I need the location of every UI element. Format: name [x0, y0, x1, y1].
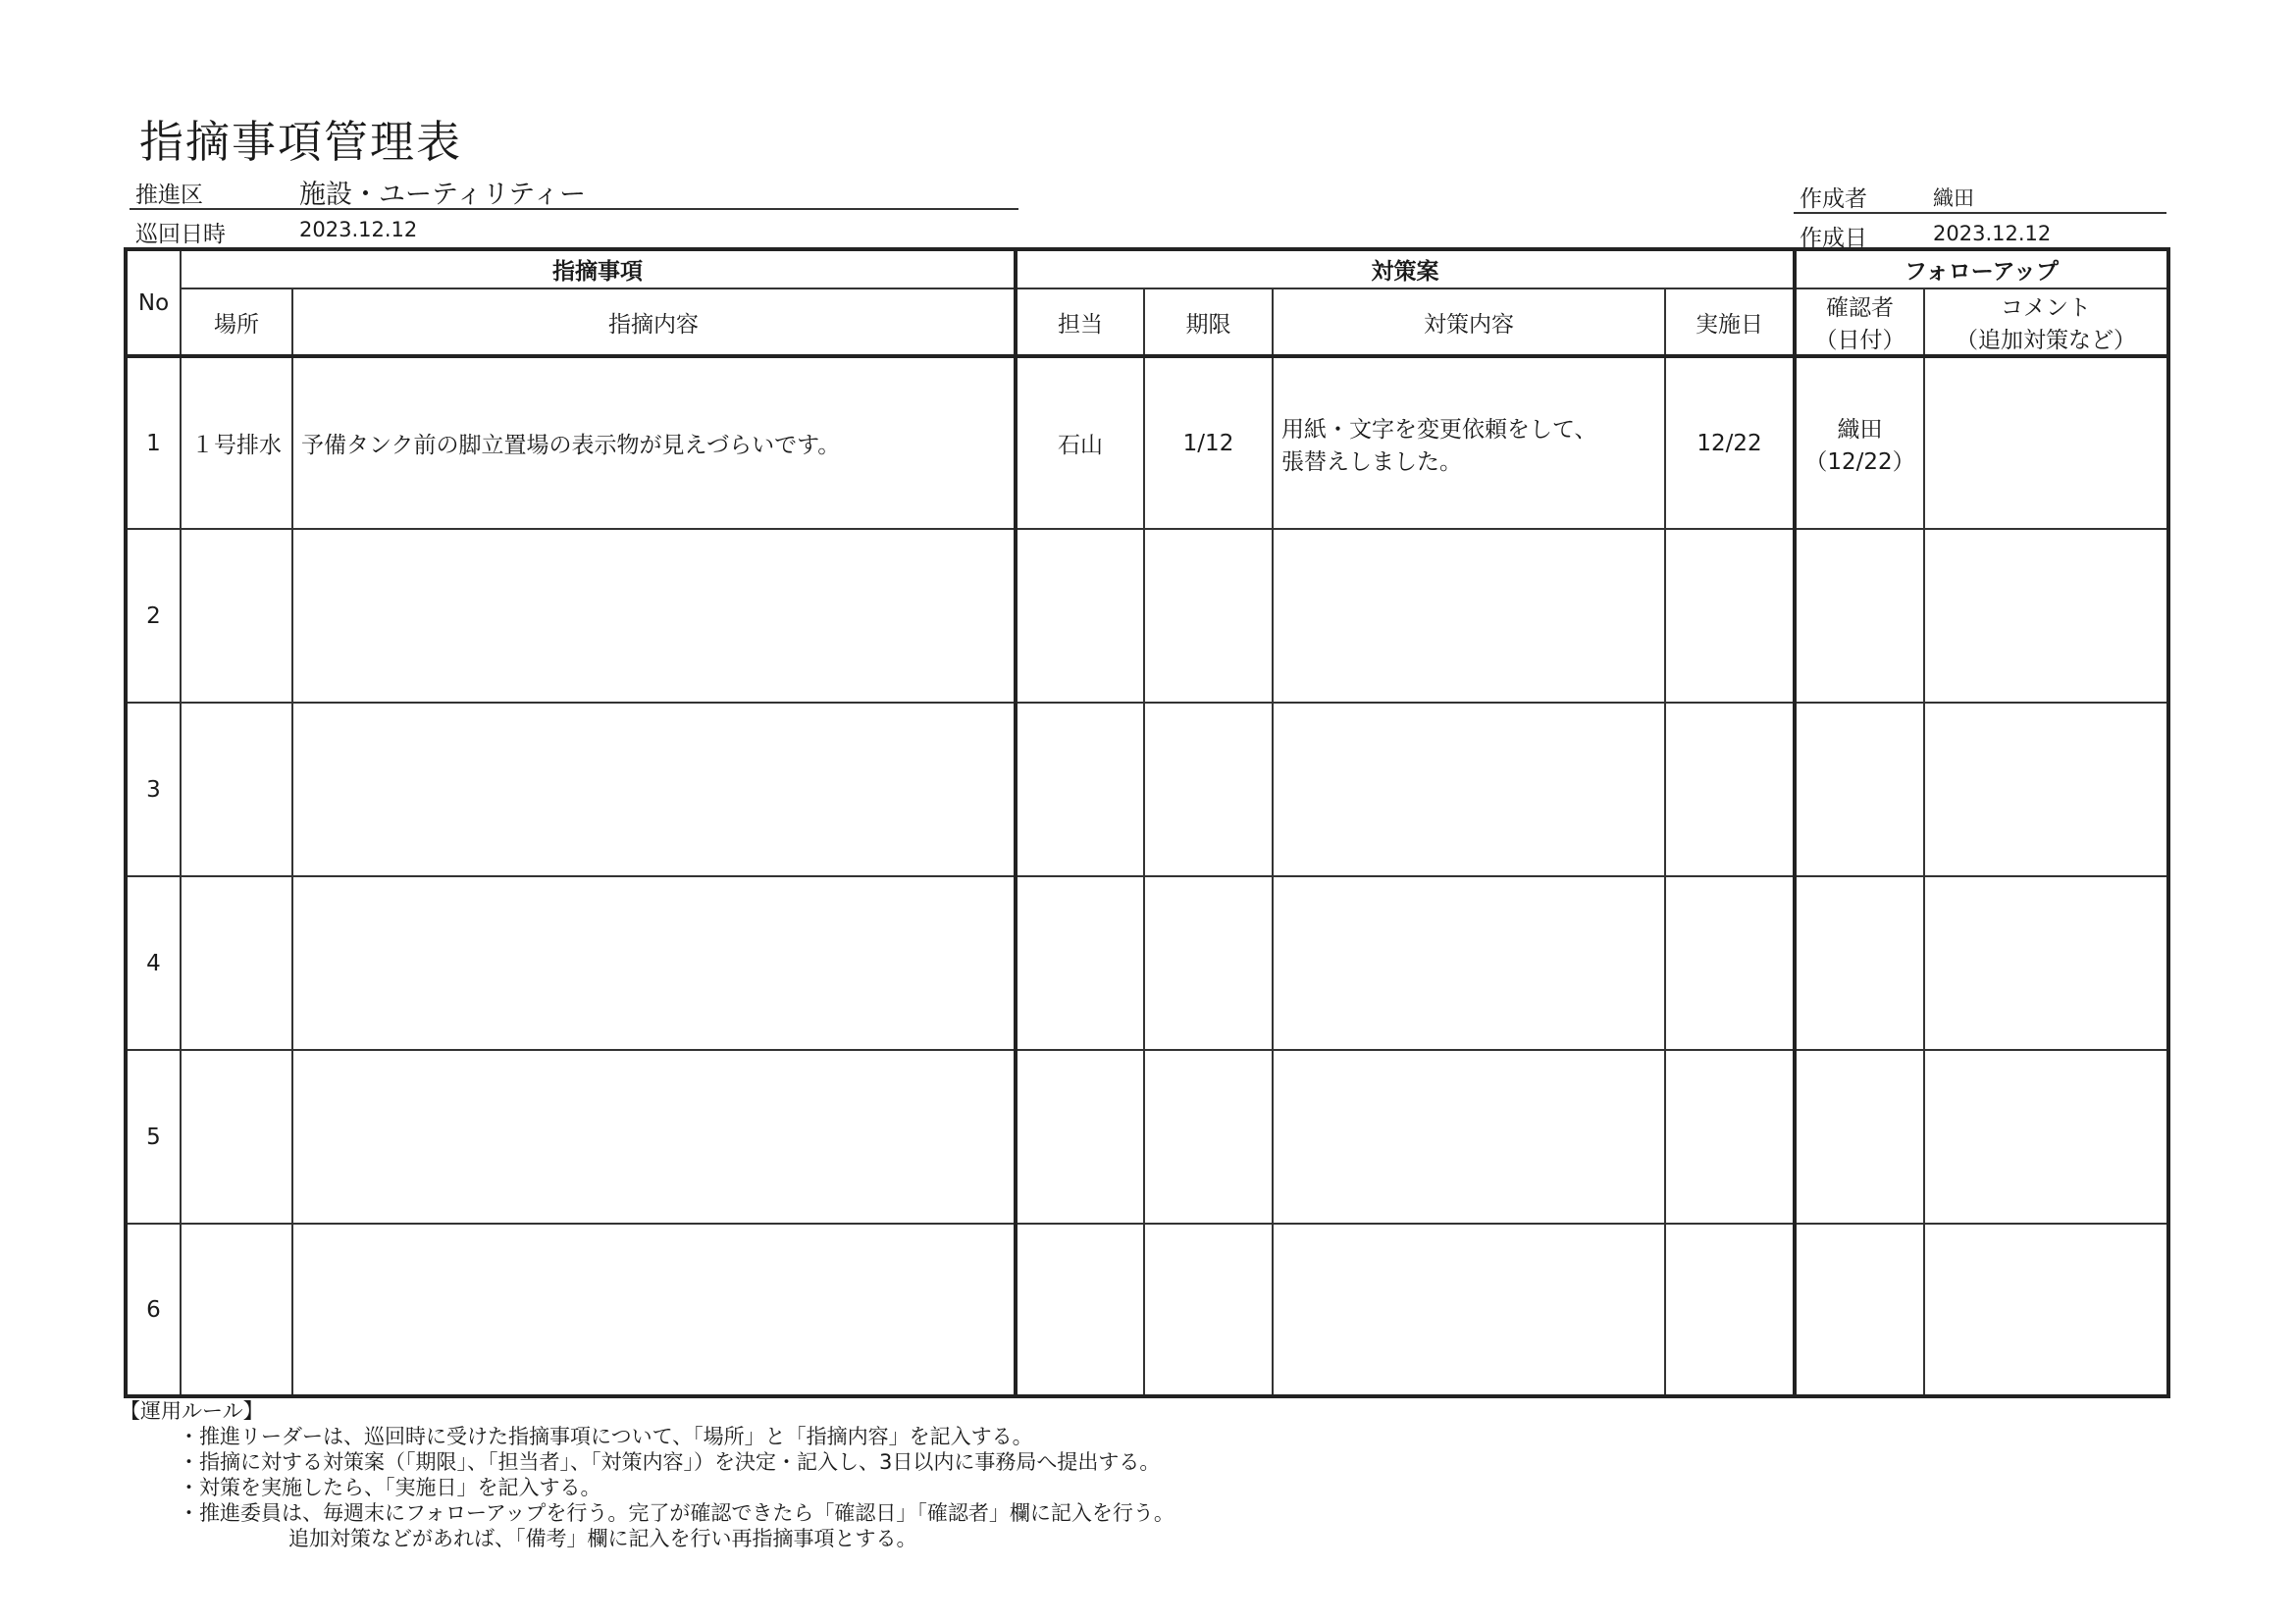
row-place: [181, 1224, 292, 1396]
group-measures: 対策案: [1016, 249, 1795, 288]
col-checker-line1: 確認者: [1826, 295, 1894, 321]
row-measure: [1273, 1224, 1665, 1396]
author-underline: [1794, 212, 2166, 214]
author-label: 作成者: [1800, 186, 1867, 212]
patrol-date-label: 巡回日時: [135, 222, 226, 247]
created-label: 作成日: [1800, 226, 1867, 251]
table-row: [126, 529, 2168, 703]
row-measure: [1273, 1050, 1665, 1224]
row-no: 3: [126, 703, 181, 876]
column-header-row: [126, 288, 2168, 356]
group-followup: フォローアップ: [1795, 249, 2168, 288]
row-person: [1016, 529, 1144, 703]
row-checker: [1795, 1050, 1924, 1224]
row-measure: [1273, 876, 1665, 1050]
row-done-date: 12/22: [1665, 356, 1795, 529]
row-deadline: 1/12: [1144, 356, 1273, 529]
row-comment: [1924, 876, 2168, 1050]
rule-item: ・推進委員は、毎週末にフォローアップを行う。完了が確認できたら「確認日」「確認者」欄に記入を行う。: [179, 1501, 1174, 1525]
row-measure: [1273, 529, 1665, 703]
table-row: [126, 1050, 2168, 1224]
row-content: [292, 1050, 1016, 1224]
row-comment: [1924, 703, 2168, 876]
district-underline: [130, 208, 1018, 210]
table-row: [126, 1224, 2168, 1396]
row-measure-line1: 用紙・文字を変更依頼をして、: [1281, 416, 1597, 443]
row-measure: [1273, 703, 1665, 876]
row-no: 4: [126, 876, 181, 1050]
district-value: 施設・ユーティリティー: [299, 180, 587, 210]
row-measure-line2: 張替えしました。: [1281, 448, 1462, 475]
rule-continuation: 追加対策などがあれば、「備考」欄に記入を行い再指摘事項とする。: [288, 1527, 917, 1550]
row-comment: [1924, 529, 2168, 703]
col-person: 担当: [1016, 288, 1144, 356]
row-measure: [1273, 356, 1665, 529]
rule-item: ・推進リーダーは、巡回時に受けた指摘事項について、「場所」と「指摘内容」を記入する。: [179, 1425, 1033, 1448]
row-done-date: [1665, 876, 1795, 1050]
row-done-date: [1665, 1050, 1795, 1224]
row-place: [181, 1050, 292, 1224]
row-done-date: [1665, 529, 1795, 703]
row-content: [292, 1224, 1016, 1396]
operation-rules: [120, 1398, 1174, 1551]
col-deadline: 期限: [1144, 288, 1273, 356]
row-checker: [1795, 529, 1924, 703]
table-row: [126, 703, 2168, 876]
col-measure: 対策内容: [1273, 288, 1665, 356]
row-person: [1016, 703, 1144, 876]
row-person: [1016, 876, 1144, 1050]
rule-item: ・対策を実施したら、「実施日」を記入する。: [179, 1476, 601, 1499]
row-deadline: [1144, 1050, 1273, 1224]
col-no: No: [126, 249, 181, 356]
row-done-date: [1665, 703, 1795, 876]
col-comment-line1: コメント: [2001, 295, 2091, 321]
row-content: [292, 876, 1016, 1050]
col-comment: [1924, 288, 2168, 356]
row-no: 2: [126, 529, 181, 703]
row-no: 1: [126, 356, 181, 529]
table-row: [126, 356, 2168, 529]
rules-heading: 【運用ルール】: [120, 1399, 264, 1423]
row-checker: [1795, 1224, 1924, 1396]
row-deadline: [1144, 703, 1273, 876]
group-findings: 指摘事項: [181, 249, 1016, 288]
rule-item: ・指摘に対する対策案（「期限」、「担当者」、「対策内容」）を決定・記入し、3日以内に事務局へ提出する。: [179, 1450, 1161, 1474]
table-row: [126, 876, 2168, 1050]
row-deadline: [1144, 1224, 1273, 1396]
row-comment: [1924, 356, 2168, 529]
row-no: 5: [126, 1050, 181, 1224]
row-checker: [1795, 703, 1924, 876]
row-person: [1016, 1050, 1144, 1224]
row-no: 6: [126, 1224, 181, 1396]
row-comment: [1924, 1224, 2168, 1396]
group-header-row: [126, 249, 2168, 288]
row-comment: [1924, 1050, 2168, 1224]
row-place: [181, 703, 292, 876]
col-done-date: 実施日: [1665, 288, 1795, 356]
findings-table: [124, 247, 2170, 1398]
col-place: 場所: [181, 288, 292, 356]
row-checker-line2: （12/22）: [1804, 448, 1915, 475]
row-place: [181, 876, 292, 1050]
row-deadline: [1144, 876, 1273, 1050]
col-comment-line2: （追加対策など）: [1956, 328, 2136, 353]
col-checker: [1795, 288, 1924, 356]
row-content: [292, 529, 1016, 703]
row-person: 石山: [1016, 356, 1144, 529]
page-title: 指摘事項管理表: [139, 116, 463, 168]
row-place: １号排水: [181, 356, 292, 529]
col-content: 指摘内容: [292, 288, 1016, 356]
row-deadline: [1144, 529, 1273, 703]
row-content: 予備タンク前の脚立置場の表示物が見えづらいです。: [292, 356, 1016, 529]
row-done-date: [1665, 1224, 1795, 1396]
row-checker-line1: 織田: [1837, 416, 1883, 443]
col-checker-line2: （日付）: [1814, 328, 1905, 353]
row-checker: [1795, 356, 1924, 529]
author-value: 織田: [1933, 186, 1974, 210]
row-person: [1016, 1224, 1144, 1396]
row-content: [292, 703, 1016, 876]
row-checker: [1795, 876, 1924, 1050]
row-place: [181, 529, 292, 703]
district-label: 推進区: [135, 183, 203, 208]
patrol-date-value: 2023.12.12: [299, 218, 418, 241]
created-value: 2023.12.12: [1933, 222, 2052, 245]
